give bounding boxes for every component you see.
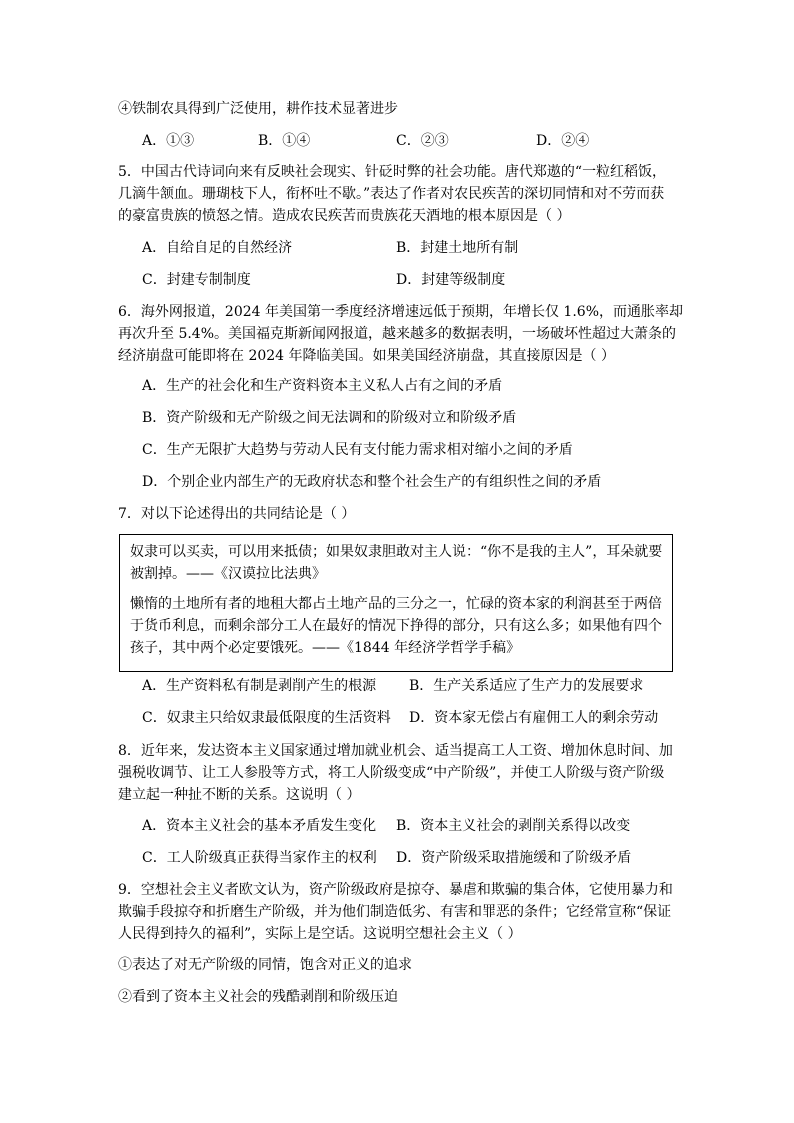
q8-stem-line-3: 建立起一种扯不断的关系。这说明（ ） bbox=[118, 787, 361, 803]
q9-stem-line-2: 欺骗手段掠夺和折磨生产阶级，并为他们制造低劣、有害和罪恶的条件；它经常宣称“保证 bbox=[118, 904, 672, 920]
q4-option-b[interactable]: B．①④ bbox=[258, 133, 311, 149]
q6-option-a[interactable]: A．生产的社会化和生产资料资本主义私人占有之间的矛盾 bbox=[142, 378, 503, 394]
q7-option-a[interactable]: A．生产资料私有制是剥削产生的根源 bbox=[142, 678, 377, 694]
q6-stem-line-1: 6．海外网报道，2024 年美国第一季度经济增速远低于预期，年增长仅 1.6%，而通胀率却 bbox=[118, 304, 684, 320]
q5-stem-line-1: 5．中国古代诗词向来有反映社会现实、针砭时弊的社会功能。唐代郑遨的“一粒红稻饭， bbox=[118, 164, 667, 180]
q8-option-c[interactable]: C．工人阶级真正获得当家作主的权利 bbox=[142, 850, 377, 866]
q9-stem-line-1: 9．空想社会主义者欧文认为，资产阶级政府是掠夺、暴虐和欺骗的集合体，它使用暴力和 bbox=[118, 882, 673, 898]
q8-option-b[interactable]: B．资本主义社会的剥削关系得以改变 bbox=[396, 818, 631, 834]
q6-stem-line-2: 再次升至 5.4%。美国福克斯新闻网报道，越来越多的数据表明，一场破坏性超过大萧条的 bbox=[118, 326, 677, 342]
q5-option-d[interactable]: D．封建等级制度 bbox=[396, 272, 506, 288]
q9-statement-2: ②看到了资本主义社会的残酷剥削和阶级压迫 bbox=[118, 989, 398, 1005]
q7-quote-line-2: 被割掉。——《汉谟拉比法典》 bbox=[130, 566, 326, 582]
q5-option-b[interactable]: B．封建土地所有制 bbox=[396, 240, 519, 256]
q5-stem-line-3: 的豪富贵族的愤怒之情。造成农民疾苦而贵族花天酒地的根本原因是（ ） bbox=[118, 208, 571, 224]
q6-option-b[interactable]: B．资产阶级和无产阶级之间无法调和的阶级对立和阶级矛盾 bbox=[142, 410, 517, 426]
q5-option-a[interactable]: A．自给自足的自然经济 bbox=[142, 240, 293, 256]
q9-stem-line-3: 人民得到持久的福利”，实际上是空话。这说明空想社会主义（ ） bbox=[118, 926, 522, 942]
q4-option-c[interactable]: C．②③ bbox=[396, 133, 449, 149]
q8-stem-line-1: 8．近年来，发达资本主义国家通过增加就业机会、适当提高工人工资、增加休息时间、加 bbox=[118, 743, 673, 759]
q4-option-d[interactable]: D．②④ bbox=[536, 133, 590, 149]
q7-quote-line-1: 奴隶可以买卖，可以用来抵债；如果奴隶胆敢对主人说：“你不是我的主人”，耳朵就要 bbox=[130, 544, 663, 560]
q5-stem-line-2: 几滴牛颔血。珊瑚枝下人，衔杯吐不歇。”表达了作者对农民疾苦的深切同情和对不劳而获 bbox=[118, 186, 665, 202]
q7-quote-box bbox=[119, 534, 673, 672]
q7-option-b[interactable]: B．生产关系适应了生产力的发展要求 bbox=[409, 678, 644, 694]
q4-statement-4: ④铁制农具得到广泛使用，耕作技术显著进步 bbox=[118, 101, 398, 117]
q6-stem-line-3: 经济崩盘可能即将在 2024 年降临美国。如果美国经济崩盘，其直接原因是（ ） bbox=[118, 348, 615, 364]
q7-quote-line-4: 于货币利息，而剩余部分工人在最好的情况下挣得的部分，只有这么多；如果他有四个 bbox=[130, 618, 662, 634]
q7-option-c[interactable]: C．奴隶主只给奴隶最低限度的生活资料 bbox=[142, 710, 391, 726]
q5-option-c[interactable]: C．封建专制制度 bbox=[142, 272, 251, 288]
q7-stem: 7．对以下论述得出的共同结论是（ ） bbox=[118, 506, 356, 522]
q9-statement-1: ①表达了对无产阶级的同情，饱含对正义的追求 bbox=[118, 957, 412, 973]
q8-option-d[interactable]: D．资产阶级采取措施缓和了阶级矛盾 bbox=[396, 850, 632, 866]
q7-quote-line-3: 懒惰的土地所有者的地租大都占土地产品的三分之一，忙碌的资本家的利润甚至于两倍 bbox=[130, 596, 662, 612]
q8-option-a[interactable]: A．资本主义社会的基本矛盾发生变化 bbox=[142, 818, 377, 834]
q7-quote-line-5: 孩子，其中两个必定要饿死。——《1844 年经济学哲学手稿》 bbox=[130, 640, 521, 656]
q4-option-a[interactable]: A．①③ bbox=[142, 133, 195, 149]
q6-option-c[interactable]: C．生产无限扩大趋势与劳动人民有支付能力需求相对缩小之间的矛盾 bbox=[142, 442, 573, 458]
q8-stem-line-2: 强税收调节、让工人参股等方式，将工人阶级变成“中产阶级”，并使工人阶级与资产阶级 bbox=[118, 765, 665, 781]
q7-option-d[interactable]: D．资本家无偿占有雇佣工人的剩余劳动 bbox=[409, 710, 659, 726]
q6-option-d[interactable]: D．个别企业内部生产的无政府状态和整个社会生产的有组织性之间的矛盾 bbox=[142, 474, 602, 490]
